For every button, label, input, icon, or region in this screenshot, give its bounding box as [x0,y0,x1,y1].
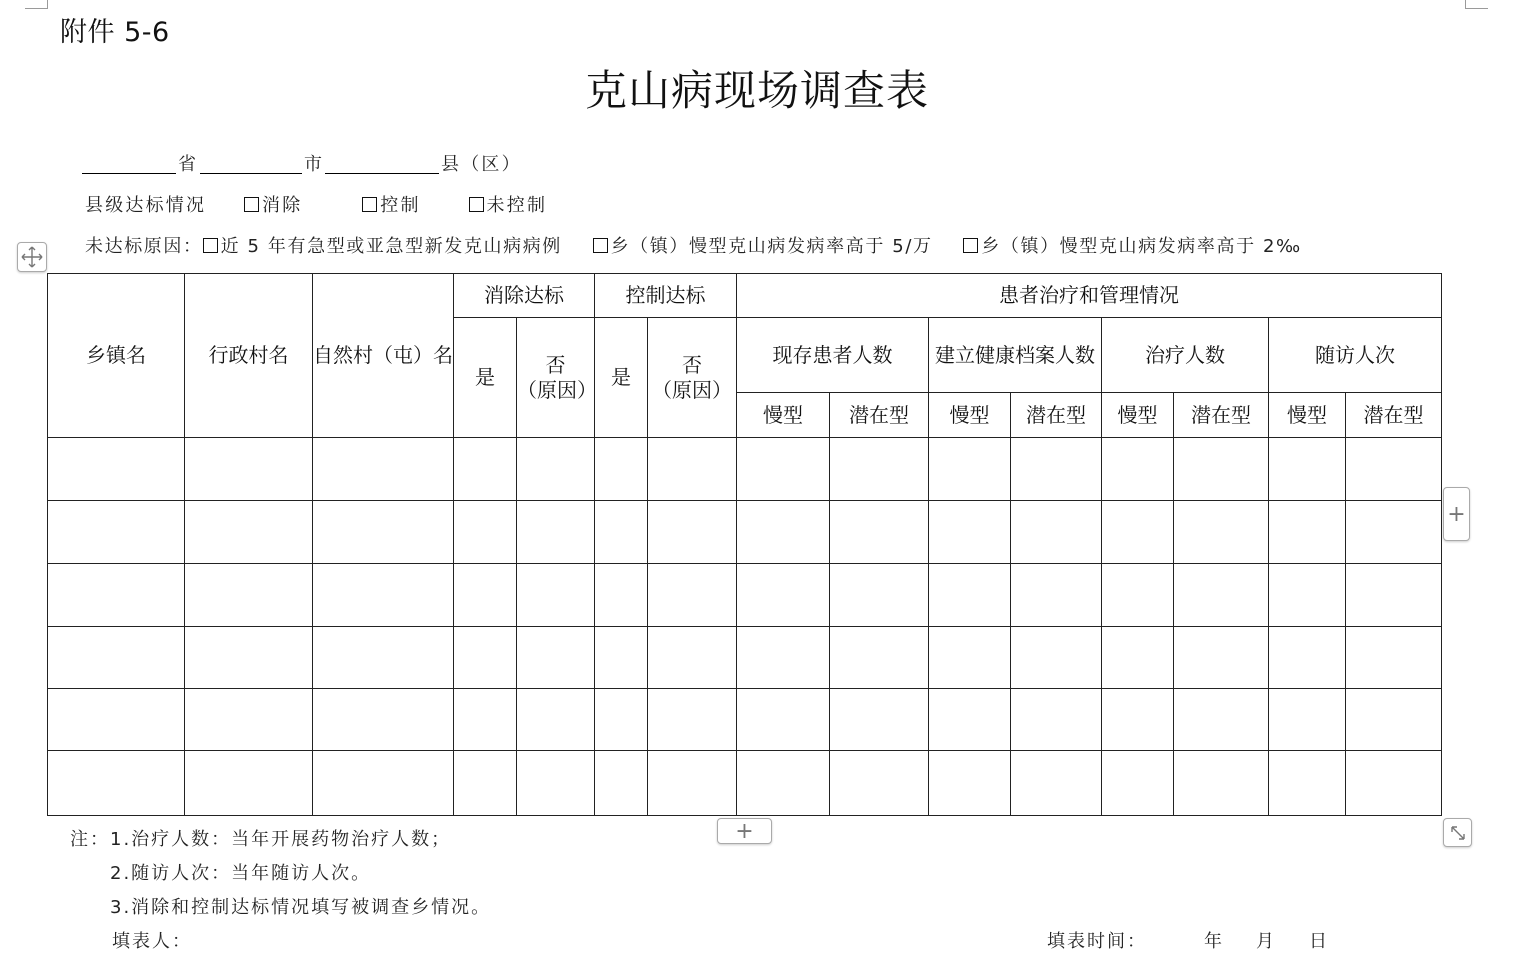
option-eliminate: 消除 [262,195,303,216]
checkbox-reason-rate-2[interactable] [963,238,978,253]
header-admin-village: 行政村名 [185,274,313,438]
table-cell[interactable] [830,626,929,688]
table-cell[interactable] [830,563,929,626]
table-cell[interactable] [648,750,737,815]
reason-rate-5: 乡（镇）慢型克山病发病率高于 5/万 [610,236,933,257]
table-cell[interactable] [185,626,313,688]
table-cell[interactable] [595,563,648,626]
province-label: 省 [178,154,199,175]
table-cell[interactable] [595,501,648,563]
table-cell[interactable] [1011,438,1102,501]
resize-icon [1449,824,1467,842]
table-cell[interactable] [1269,688,1346,750]
table-cell[interactable] [648,626,737,688]
header-ctrl-yes: 是 [595,318,648,438]
header-chronic: 慢型 [737,393,830,438]
add-column-button[interactable] [1443,487,1470,541]
table-cell[interactable] [1346,563,1442,626]
city-blank[interactable] [200,173,302,174]
table-cell[interactable] [737,688,830,750]
table-cell[interactable] [1346,438,1442,501]
fill-time-month: 月 [1256,931,1276,952]
table-cell[interactable] [1011,501,1102,563]
fill-time-label: 填表时间： [1047,931,1147,952]
province-blank[interactable] [82,173,176,174]
option-control: 控制 [380,195,421,216]
header-latent: 潜在型 [1346,393,1442,438]
table-row [48,626,1442,688]
table-cell[interactable] [454,750,517,815]
checkbox-control[interactable] [362,197,377,212]
unmet-reason-label: 未达标原因： [85,236,203,257]
table-cell[interactable] [1102,688,1174,750]
table-row [48,750,1442,815]
note-1: 注：1.治疗人数：当年开展药物治疗人数； [70,829,452,850]
option-not-control: 未控制 [486,195,548,216]
table-cell[interactable] [929,563,1011,626]
table-cell[interactable] [1269,563,1346,626]
reason-rate-2: 乡（镇）慢型克山病发病率高于 2‰ [981,236,1302,257]
crop-mark-top-left [25,0,48,9]
header-chronic: 慢型 [1269,393,1346,438]
table-cell[interactable] [313,501,454,563]
fill-time-year: 年 [1204,931,1224,952]
table-cell[interactable] [1346,688,1442,750]
table-body [48,438,1442,816]
checkbox-reason-rate-5[interactable] [593,238,608,253]
header-township: 乡镇名 [48,274,185,438]
checkbox-eliminate[interactable] [244,197,259,212]
header-chronic: 慢型 [929,393,1011,438]
table-cell[interactable] [1011,750,1102,815]
crop-mark-top-right [1465,0,1488,9]
table-cell[interactable] [737,438,830,501]
table-cell[interactable] [313,626,454,688]
table-cell[interactable] [185,688,313,750]
table-cell[interactable] [595,626,648,688]
table-cell[interactable] [517,563,595,626]
header-elim-no-reason: （原因） [517,377,597,402]
table-cell[interactable] [1174,688,1269,750]
table-cell[interactable] [737,750,830,815]
table-cell[interactable] [454,688,517,750]
table-cell[interactable] [313,688,454,750]
plus-icon: + [735,818,754,844]
table-cell[interactable] [454,501,517,563]
table-cell[interactable] [929,750,1011,815]
header-followups: 随访人次 [1269,318,1442,393]
table-cell[interactable] [517,750,595,815]
table-cell[interactable] [737,501,830,563]
move-icon [21,246,43,268]
table-cell[interactable] [830,501,929,563]
header-ctrl-no-label: 否 [682,352,702,377]
unmet-reason-line [85,232,1302,258]
table-row [48,438,1442,501]
table-cell[interactable] [830,688,929,750]
table-cell[interactable] [648,501,737,563]
table-cell[interactable] [1346,626,1442,688]
reason-acute: 近 5 年有急型或亚急型新发克山病病例 [220,236,562,257]
table-cell[interactable] [48,688,185,750]
attachment-label: 附件 5-6 [60,17,170,48]
table-cell[interactable] [830,438,929,501]
table-cell[interactable] [454,626,517,688]
add-row-button[interactable] [717,818,772,844]
table-cell[interactable] [48,563,185,626]
table-cell[interactable] [1174,438,1269,501]
table-cell[interactable] [185,438,313,501]
table-cell[interactable] [454,563,517,626]
table-cell[interactable] [48,626,185,688]
table-cell[interactable] [185,501,313,563]
table-cell[interactable] [1102,750,1174,815]
header-ctrl-no-reason: （原因） [652,377,732,402]
table-cell[interactable] [830,750,929,815]
header-latent: 潜在型 [1011,393,1102,438]
header-chronic: 慢型 [1102,393,1174,438]
table-cell[interactable] [313,438,454,501]
header-natural-village: 自然村（屯）名 [313,274,454,438]
table-cell[interactable] [595,438,648,501]
table-cell[interactable] [48,501,185,563]
header-patient-mgmt: 患者治疗和管理情况 [737,274,1442,318]
table-cell[interactable] [1346,750,1442,815]
header-latent: 潜在型 [830,393,929,438]
table-cell[interactable] [185,563,313,626]
table-cell[interactable] [1269,438,1346,501]
table-cell[interactable] [185,750,313,815]
county-blank[interactable] [325,173,439,174]
table-cell[interactable] [929,688,1011,750]
table-cell[interactable] [1346,501,1442,563]
table-row [48,501,1442,563]
table-cell[interactable] [929,501,1011,563]
table-cell[interactable] [1174,501,1269,563]
county-status-label: 县级达标情况 [85,195,207,216]
table-cell[interactable] [313,750,454,815]
header-current-patients: 现存患者人数 [737,318,929,393]
table-cell[interactable] [737,626,830,688]
table-cell[interactable] [1269,750,1346,815]
county-label: 县（区） [441,154,522,175]
table-cell[interactable] [648,438,737,501]
table-cell[interactable] [648,563,737,626]
filler-label: 填表人： [112,931,192,952]
table-cell[interactable] [1174,626,1269,688]
table-cell[interactable] [1102,438,1174,501]
county-status-line [85,191,547,217]
header-latent: 潜在型 [1174,393,1269,438]
table-cell[interactable] [517,626,595,688]
table-cell[interactable] [929,438,1011,501]
table-cell[interactable] [48,750,185,815]
table-cell[interactable] [929,626,1011,688]
checkbox-not-control[interactable] [469,197,484,212]
table-move-handle[interactable] [17,242,47,272]
header-elim-no [517,318,595,438]
table-row [48,688,1442,750]
table-cell[interactable] [1269,626,1346,688]
header-treated: 治疗人数 [1102,318,1269,393]
survey-table [47,273,1442,816]
table-cell[interactable] [1011,626,1102,688]
table-cell[interactable] [737,563,830,626]
header-ctrl-no [648,318,737,438]
table-cell[interactable] [648,688,737,750]
city-label: 市 [304,154,325,175]
fill-time-day: 日 [1309,931,1329,952]
table-cell[interactable] [1174,563,1269,626]
table-cell[interactable] [48,438,185,501]
table-row [48,563,1442,626]
table-cell[interactable] [517,688,595,750]
note-3: 3.消除和控制达标情况填写被调查乡情况。 [110,897,492,918]
header-elimination: 消除达标 [454,274,595,318]
table-cell[interactable] [1011,563,1102,626]
table-cell[interactable] [1102,626,1174,688]
table-resize-handle[interactable] [1443,818,1472,847]
table-cell[interactable] [454,438,517,501]
header-elim-yes: 是 [454,318,517,438]
plus-icon: + [1447,501,1466,527]
header-elim-no-label: 否 [545,352,566,377]
checkbox-reason-acute[interactable] [203,238,218,253]
table-cell[interactable] [517,501,595,563]
table-cell[interactable] [595,750,648,815]
note-2: 2.随访人次：当年随访人次。 [110,863,372,884]
table-cell[interactable] [517,438,595,501]
table-cell[interactable] [313,563,454,626]
table-cell[interactable] [1269,501,1346,563]
header-health-records: 建立健康档案人数 [929,318,1102,393]
header-control: 控制达标 [595,274,737,318]
table-cell[interactable] [1102,563,1174,626]
table-cell[interactable] [1011,688,1102,750]
table-cell[interactable] [1102,501,1174,563]
table-cell[interactable] [595,688,648,750]
table-cell[interactable] [1174,750,1269,815]
page-title: 克山病现场调查表 [584,66,929,115]
